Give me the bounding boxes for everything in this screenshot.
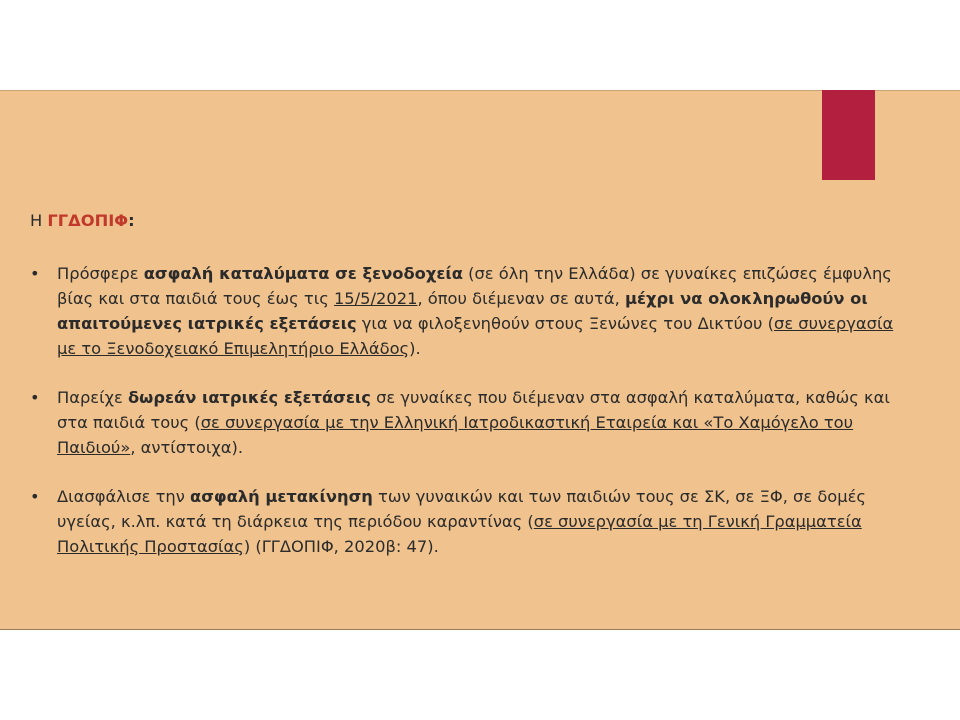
bullet-text [57,487,866,556]
text-run: (σε όλη την Ελλάδα) σε γυναίκες επιζώσες έμφυλης βίας και στα παιδιά τους έως τις [57,264,892,308]
underlined-phrase: 15/5/2021 [333,289,418,308]
text-run: ) (ΓΓΔΟΠΙΦ, 2020β: 47). [243,537,439,556]
bullet-text [57,264,893,358]
bold-phrase: δωρεάν ιατρικές εξετάσεις [128,388,371,407]
bullet-marker: • [30,388,40,407]
underlined-phrase: σε συνεργασία με τη Γενική Γραμματεία Πολιτικής Προστασίας [57,512,862,556]
text-run: για να φιλοξενηθούν στους Ξενώνες του Δικτύου ( [356,314,774,333]
text-run: ). [409,339,421,358]
accent-tab [822,90,875,180]
bullet-item [30,385,910,460]
bullet-text [57,388,890,457]
slide-content [30,208,910,583]
bold-phrase: ασφαλή καταλύματα σε ξενοδοχεία [143,264,463,283]
bullet-marker: • [30,264,40,283]
underlined-phrase: σε συνεργασία με την Ελληνική Ιατροδικαστική Εταιρεία και «Το Χαμόγελο του Παιδιού» [57,413,854,457]
text-run: σε γυναίκες που διέμεναν στα ασφαλή καταλύματα, καθώς και στα παιδιά τους ( [57,388,890,432]
bullet-marker: • [30,487,40,506]
bullet-item [30,484,910,559]
underlined-phrase: σε συνεργασία με το Ξενοδοχειακό Επιμελητήριο Ελλάδος [57,314,894,358]
bullet-item [30,261,910,361]
heading-colon: : [128,211,135,230]
text-run: των γυναικών και των παιδιών τους σε ΣΚ, σε ΞΦ, σε δομές υγείας, κ.λπ. κατά τη διάρκεια της περιόδου καραντίνας ( [57,487,866,531]
heading-org: ΓΓΔΟΠΙΦ [47,211,129,230]
text-run: , όπου διέμεναν σε αυτά, [417,289,625,308]
text-run: Πρόσφερε [57,264,144,283]
bold-phrase: μέχρι να ολοκληρωθούν οι απαιτούμενες ιατρικές εξετάσεις [57,289,868,333]
bullet-list [30,261,910,559]
text-run: Διασφάλισε την [57,487,191,506]
text-run: Παρείχε [57,388,128,407]
bold-phrase: ασφαλή μετακίνηση [190,487,373,506]
heading-prefix: Η [30,211,48,230]
text-run: , αντίστοιχα). [130,438,244,457]
slide-heading [30,208,910,233]
